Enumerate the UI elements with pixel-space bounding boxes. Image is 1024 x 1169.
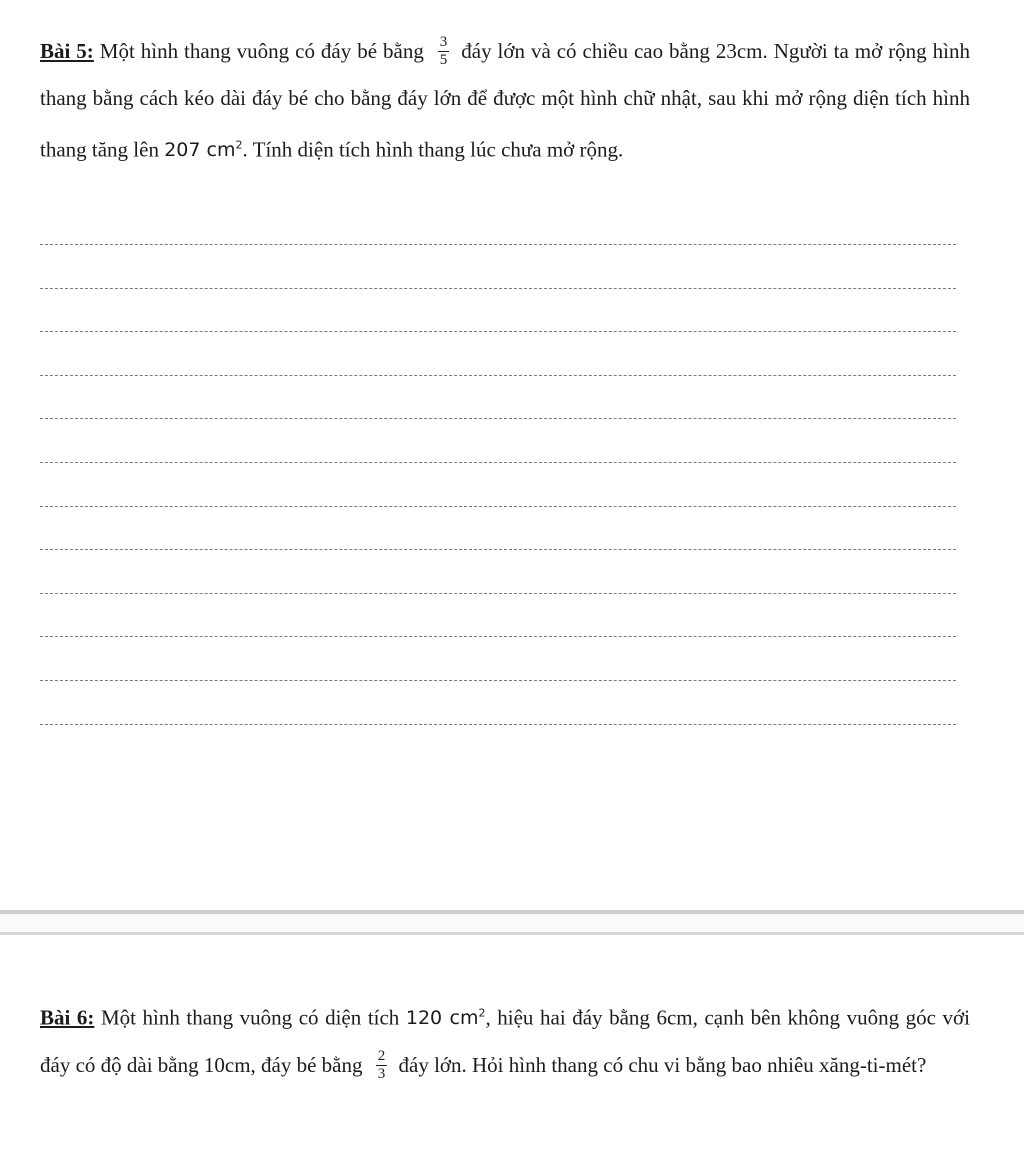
problem-6-label: Bài 6: — [40, 1005, 95, 1030]
answer-line — [40, 636, 956, 680]
problem-5 — [40, 28, 970, 174]
area-unit: cm — [449, 1007, 479, 1030]
problem-5-text-part1: Một hình thang vuông có đáy bé bằng — [93, 39, 430, 63]
area-exponent: 2 — [235, 139, 243, 152]
fraction-denominator: 3 — [377, 1066, 386, 1083]
answer-line — [40, 462, 956, 506]
answer-line — [40, 375, 956, 419]
fraction-denominator: 5 — [439, 51, 448, 68]
problem-6-text-part2: , hiệu hai đáy bằng 6cm, cạnh bên không vuông góc với đáy có độ dài bằng 10cm, đáy bé bằng — [40, 1005, 970, 1078]
fraction-3-5 — [438, 34, 450, 69]
area-unit: cm — [206, 139, 236, 162]
answer-line — [40, 506, 956, 550]
separator-bottom-bar — [0, 932, 1024, 935]
area-207 — [164, 139, 242, 161]
answer-line — [40, 244, 956, 288]
answer-line — [40, 724, 956, 768]
problem-5-text-part2: đáy lớn và có chiều cao bằng 23cm. — [455, 39, 768, 63]
answer-line — [40, 680, 956, 724]
fraction-numerator: 2 — [377, 1048, 386, 1065]
problem-5-text-part4: . Tính diện tích hình thang lúc chưa mở rộng. — [242, 137, 624, 162]
problem-6-text-part1: Một hình thang vuông có diện tích — [94, 1005, 406, 1030]
answer-lines — [40, 244, 956, 767]
area-value: 120 — [405, 1007, 443, 1030]
area-value: 207 — [164, 139, 201, 162]
problem-5-label: Bài 5: — [40, 39, 94, 63]
answer-line — [40, 593, 956, 637]
problem-6-text-part3: đáy lớn. Hỏi hình thang có chu vi bằng bao nhiêu xăng-ti-mét? — [393, 1053, 927, 1078]
fraction-numerator: 3 — [439, 33, 448, 50]
answer-line — [40, 418, 956, 462]
page-break-separator — [0, 910, 1024, 936]
answer-line — [40, 549, 956, 593]
fraction-2-3 — [376, 1048, 388, 1083]
area-exponent: 2 — [478, 1007, 486, 1020]
separator-top-bar — [0, 910, 1024, 914]
answer-line — [40, 288, 956, 332]
problem-5-text-part3: Người ta mở rộng hình thang bằng cách kéo dài đáy bé cho bằng đáy lớn để được một hình chữ nhật, sau khi mở rộng diện tích hình thang tăng lên — [40, 39, 970, 162]
answer-line — [40, 331, 956, 375]
problem-6 — [40, 990, 970, 1089]
area-120 — [406, 1007, 486, 1029]
